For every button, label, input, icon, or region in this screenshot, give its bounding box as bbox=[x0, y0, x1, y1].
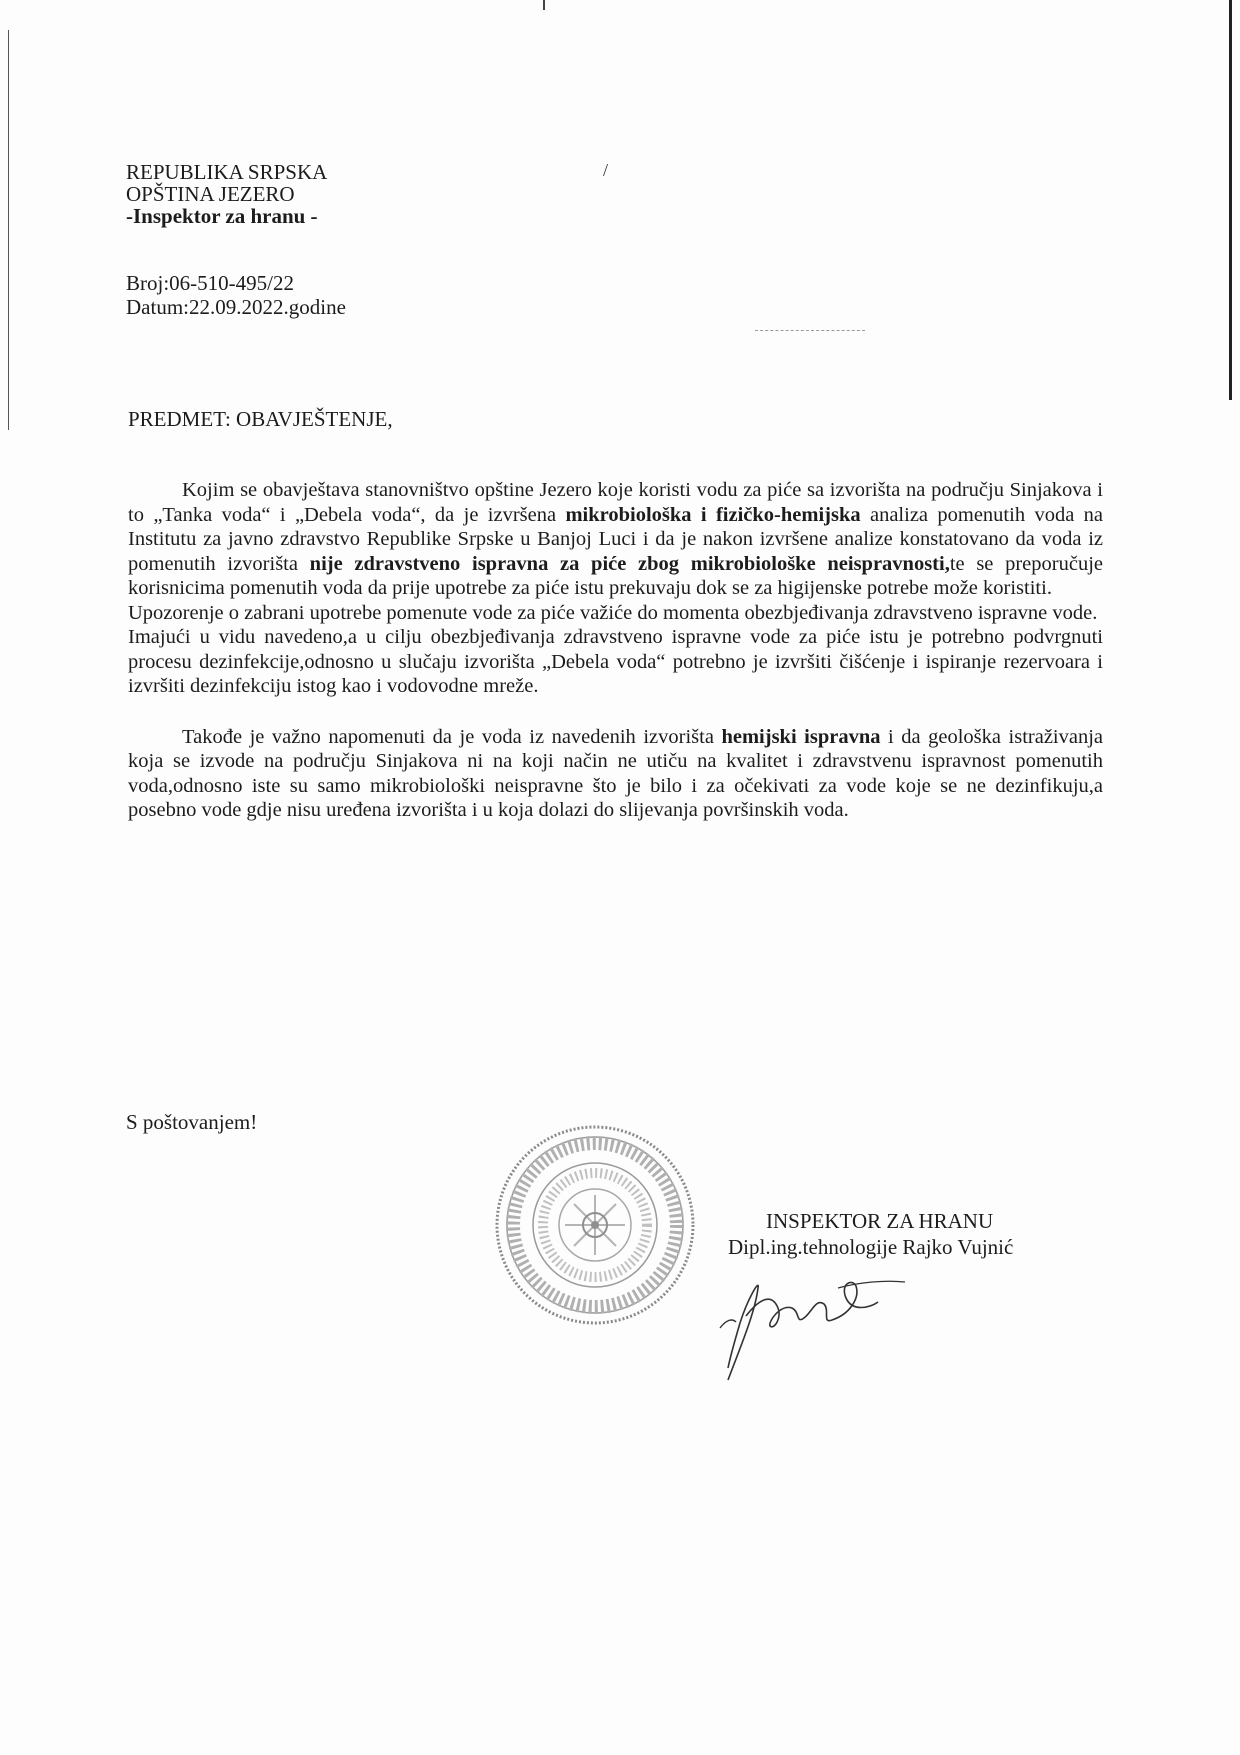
body-text: i da geološka istraživanja koja se izvode na području Sinjakova ni na koji način ne utiču na kvalitet i zdravstvenu ispravnost pomenutih voda,odnosno iste su samo mikrobiološki neispravne što je bilo i za očekivati za vode koje se ne dezinfikuju,a posebno vode gdje nisu uređena izvorišta i u koja dolazi do slijevanja površinskih voda. bbox=[128, 725, 1104, 821]
body-emphasis: nije zdravstveno ispravna za piće zbog mikrobiološke neispravnosti, bbox=[309, 552, 950, 575]
scan-edge-left bbox=[8, 30, 9, 430]
handwritten-signature-icon bbox=[700, 1268, 910, 1388]
body-paragraph-4 bbox=[128, 725, 1103, 823]
document-meta bbox=[126, 272, 346, 320]
document-number: Broj:06-510-495/22 bbox=[126, 271, 294, 295]
body-emphasis: hemijski ispravna bbox=[721, 725, 881, 748]
letterhead-office: -Inspektor za hranu - bbox=[126, 204, 318, 228]
signatory-title: INSPEKTOR ZA HRANU bbox=[766, 1209, 994, 1233]
body-paragraph-3: Imajući u vidu navedeno,a u cilju obezbjeđivanja zdravstveno ispravne vode za piće istu je potrebno podvrgnuti procesu dezinfekcije,odnosno u slučaju izvorišta „Debela voda“ potrebno je izvršiti čišćenje i ispiranje rezervoara i izvršiti dezinfekciju istog kao i vodovodne mreže. bbox=[128, 626, 1103, 697]
body-emphasis: mikrobiološka i fizičko-hemijska bbox=[565, 503, 861, 526]
scan-edge-right bbox=[1229, 0, 1232, 400]
body-text: te se preporučuje korisnicima pomenutih voda da prije upotrebe za piće istu prekuvaju dok se za higijenske potrebe može koristiti. bbox=[128, 552, 1103, 599]
closing-salutation: S poštovanjem! bbox=[126, 1110, 258, 1134]
scan-slash-mark: / bbox=[603, 160, 609, 180]
body-text: analiza pomenutih voda na Institutu za javno zdravstvo Republike Srpske u Banjoj Luci i da je nakon izvršene analize konstatovano da voda iz pomenutih izvorišta bbox=[128, 503, 1104, 575]
body-paragraph-2: Upozorenje o zabrani upotrebe pomenute vode za piće važiće do momenta obezbjeđivanja zdravstveno ispravne vode. bbox=[128, 601, 1098, 624]
scan-tick-mark bbox=[543, 0, 545, 10]
document-subject: PREDMET: OBAVJEŠTENJE, bbox=[128, 407, 393, 431]
scan-dash-mark bbox=[755, 330, 865, 331]
body-paragraph-1 bbox=[128, 478, 1103, 601]
body-text: Kojim se obavještava stanovništvo opštine Jezero koje koristi vodu za piće sa izvorišta na području Sinjakova i to „Tanka voda“ i „Debela voda“, da je izvršena bbox=[128, 479, 1103, 526]
official-round-stamp-icon bbox=[490, 1120, 700, 1330]
document-body bbox=[128, 478, 1103, 823]
signatory-name: Dipl.ing.tehnologije Rajko Vujnić bbox=[728, 1235, 1014, 1259]
letterhead bbox=[126, 161, 327, 227]
signature-block bbox=[728, 1208, 1013, 1260]
letterhead-republic: REPUBLIKA SRPSKA bbox=[126, 160, 328, 184]
body-text: Takođe je važno napomenuti da je voda iz navedenih izvorišta bbox=[182, 725, 722, 748]
letterhead-municipality: OPŠTINA JEZERO bbox=[126, 182, 295, 206]
document-date: Datum:22.09.2022.godine bbox=[126, 295, 346, 319]
